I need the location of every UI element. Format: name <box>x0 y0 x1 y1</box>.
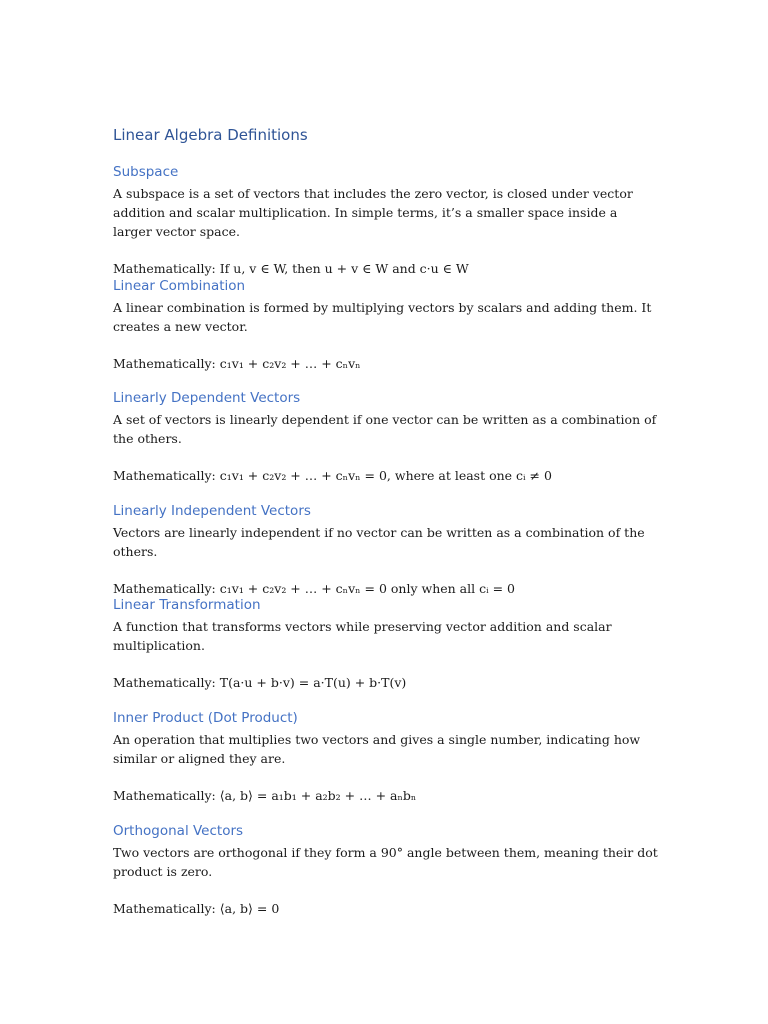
section-math: Mathematically: If u, v ∈ W, then u + v ∈ W and c·u ∈ W <box>113 261 469 276</box>
section-math: Mathematically: c₁v₁ + c₂v₂ + … + cₙvₙ = 0, where at least one cᵢ ≠ 0 <box>113 468 552 483</box>
section-heading: Linear Combination <box>113 278 246 294</box>
section-linearly-independent <box>113 501 658 598</box>
section-body: A subspace is a set of vectors that includes the zero vector, is closed under vector addition and scalar multiplication. In simple terms, it’s a smaller space inside a larger vector space. <box>113 186 633 239</box>
section-linear-transformation <box>113 595 658 692</box>
section-body: An operation that multiplies two vectors and gives a single number, indicating how similar or aligned they are. <box>113 732 641 766</box>
section-body: A set of vectors is linearly dependent if one vector can be written as a combination of the others. <box>113 412 657 446</box>
section-subspace <box>113 162 658 278</box>
section-heading: Linear Transformation <box>113 597 261 613</box>
section-heading: Linearly Independent Vectors <box>113 503 311 519</box>
section-body: A linear combination is formed by multiplying vectors by scalars and adding them. It creates a new vector. <box>113 300 652 334</box>
section-orthogonal-vectors <box>113 821 658 918</box>
section-linear-combination <box>113 276 658 373</box>
section-heading: Orthogonal Vectors <box>113 823 244 839</box>
section-inner-product <box>113 708 658 805</box>
section-math: Mathematically: c₁v₁ + c₂v₂ + … + cₙvₙ <box>113 356 361 371</box>
section-heading: Subspace <box>113 164 179 180</box>
section-math: Mathematically: T(a·u + b·v) = a·T(u) + b·T(v) <box>113 675 407 690</box>
section-linearly-dependent <box>113 388 658 485</box>
document-title: Linear Algebra Definitions <box>113 126 308 144</box>
section-body: A function that transforms vectors while preserving vector addition and scalar multiplication. <box>113 619 612 653</box>
section-math: Mathematically: ⟨a, b⟩ = a₁b₁ + a₂b₂ + … + aₙbₙ <box>113 788 417 803</box>
section-heading: Linearly Dependent Vectors <box>113 390 301 406</box>
section-math: Mathematically: ⟨a, b⟩ = 0 <box>113 901 280 916</box>
section-body: Vectors are linearly independent if no vector can be written as a combination of the others. <box>113 525 645 559</box>
section-math: Mathematically: c₁v₁ + c₂v₂ + … + cₙvₙ = 0 only when all cᵢ = 0 <box>113 581 515 596</box>
section-body: Two vectors are orthogonal if they form a 90° angle between them, meaning their dot product is zero. <box>113 845 658 879</box>
section-heading: Inner Product (Dot Product) <box>113 710 298 726</box>
